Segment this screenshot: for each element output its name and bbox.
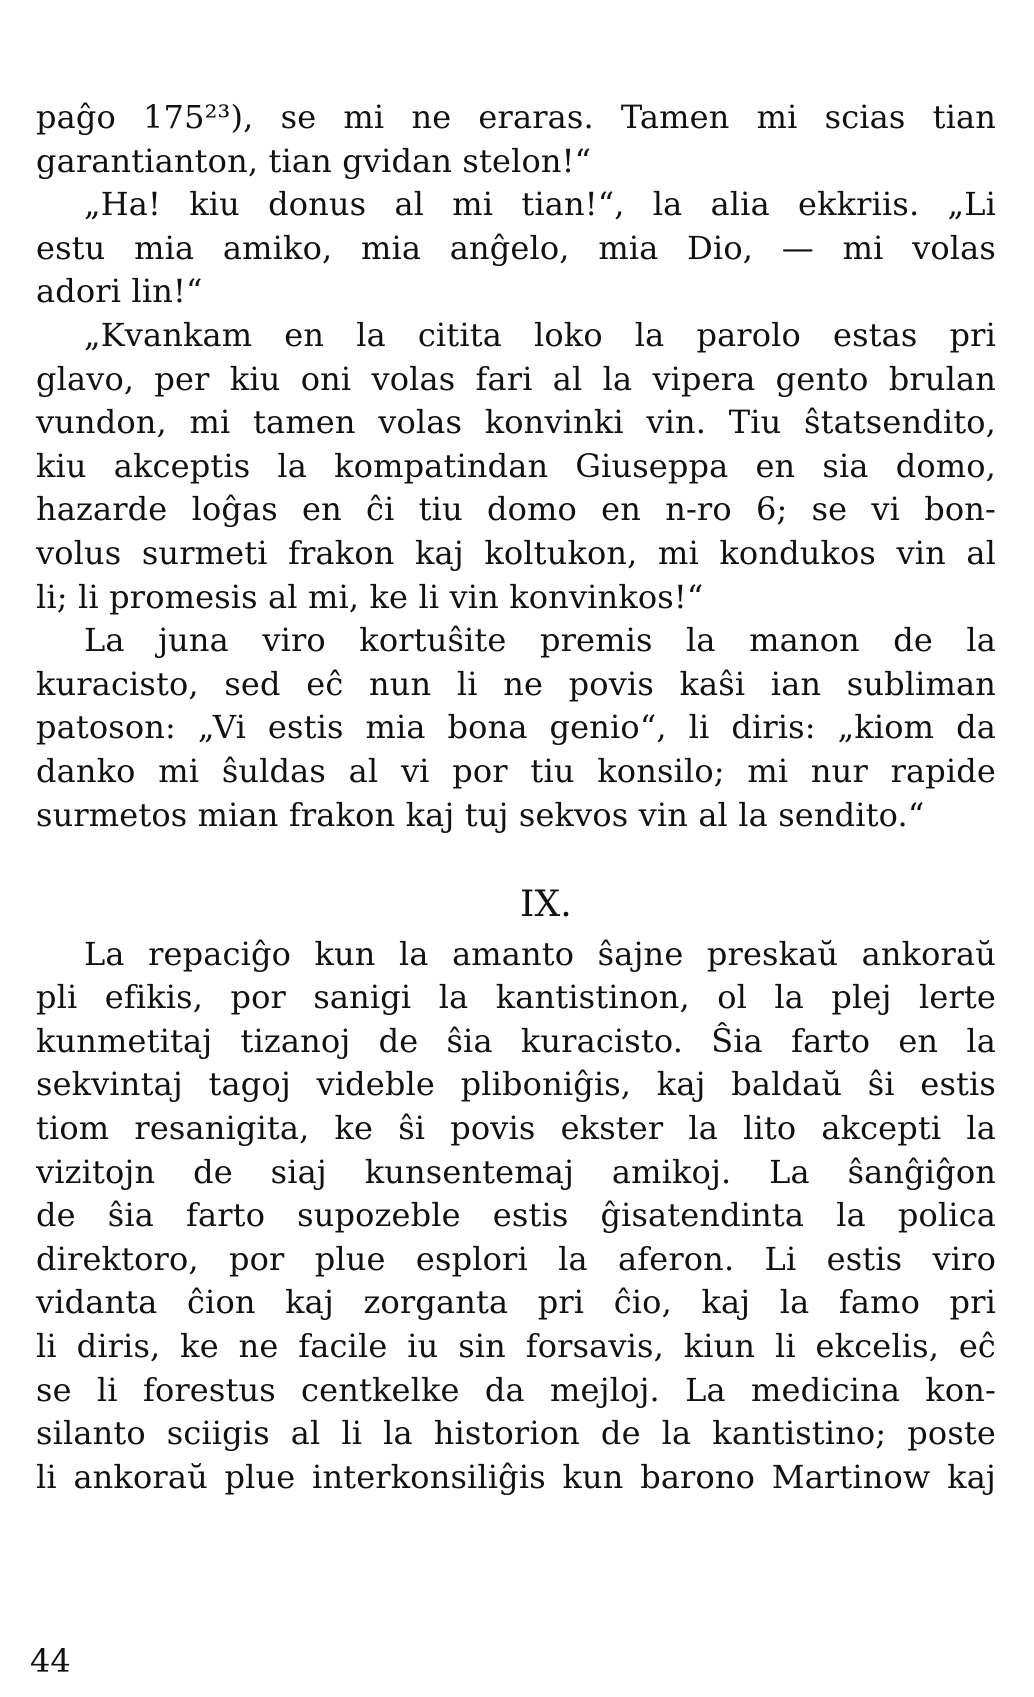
text-line: volus surmeti frakon kaj koltukon, mi kondukos vin al bbox=[36, 533, 996, 572]
text-line: La juna viro kortuŝite premis la manon de la bbox=[84, 621, 996, 660]
text-line: surmetos mian frakon kaj tuj sekvos vin al la sendito.“ bbox=[36, 795, 925, 834]
text-line: de ŝia farto supozeble estis ĝisatendinta la polica bbox=[36, 1196, 996, 1235]
paragraph bbox=[36, 96, 996, 183]
text-line: li ankoraŭ plue interkonsiliĝis kun barono Martinow kaj bbox=[36, 1457, 996, 1496]
paragraph bbox=[36, 314, 996, 619]
text-line: La repaciĝo kun la amanto ŝajne preskaŭ ankoraŭ bbox=[84, 934, 996, 973]
text-line: tiom resanigita, ke ŝi povis ekster la lito akcepti la bbox=[36, 1109, 996, 1148]
text-line: vidanta ĉion kaj zorganta pri ĉio, kaj la famo pri bbox=[36, 1283, 996, 1322]
text-line: vundon, mi tamen volas konvinki vin. Tiu ŝtatsendito, bbox=[36, 403, 996, 442]
text-line: adori lin!“ bbox=[36, 272, 203, 311]
paragraph bbox=[36, 933, 996, 1500]
page-number: 44 bbox=[30, 1642, 71, 1680]
text-line: hazarde loĝas en ĉi tiu domo en n-ro 6; se vi bon- bbox=[36, 490, 996, 529]
text-line: direktoro, por plue esplori la aferon. Li estis viro bbox=[36, 1239, 996, 1278]
text-line: „Kvankam en la citita loko la parolo estas pri bbox=[84, 315, 996, 354]
paragraph bbox=[36, 183, 996, 314]
paragraph bbox=[36, 619, 996, 837]
text-line: li diris, ke ne facile iu sin forsavis, kiun li ekcelis, eĉ bbox=[36, 1327, 996, 1366]
text-line: paĝo 175²³), se mi ne eraras. Tamen mi scias tian bbox=[36, 98, 996, 136]
text-line: vizitojn de siaj kunsentemaj amikoj. La ŝanĝiĝon bbox=[36, 1152, 996, 1191]
section-heading: IX. bbox=[520, 884, 572, 926]
text-line: se li forestus centkelke da mejloj. La medicina kon- bbox=[36, 1370, 996, 1409]
text-line: estu mia amiko, mia anĝelo, mia Dio, — mi volas bbox=[36, 228, 996, 267]
page-body bbox=[36, 96, 996, 1499]
text-line: danko mi ŝuldas al vi por tiu konsilo; mi nur rapide bbox=[36, 751, 996, 790]
text-line: glavo, per kiu oni volas fari al la vipera gento brulan bbox=[36, 359, 996, 398]
text-line: „Ha! kiu donus al mi tian!“, la alia ekkriis. „Li bbox=[84, 185, 996, 224]
text-line: pli efikis, por sanigi la kantistinon, ol la plej lerte bbox=[36, 978, 996, 1017]
text-line: kunmetitaj tizanoj de ŝia kuracisto. Ŝia farto en la bbox=[36, 1021, 996, 1060]
text-line: li; li promesis al mi, ke li vin konvinkos!“ bbox=[36, 577, 704, 616]
text-line: silanto sciigis al li la historion de la kantistino; poste bbox=[36, 1414, 996, 1453]
text-line: kiu akceptis la kompatindan Giuseppa en sia domo, bbox=[36, 446, 996, 485]
text-line: patoson: „Vi estis mia bona genio“, li diris: „kiom da bbox=[36, 708, 996, 747]
text-line: kuracisto, sed eĉ nun li ne povis kaŝi ian subliman bbox=[36, 664, 996, 703]
text-line: garantianton, tian gvidan stelon!“ bbox=[36, 141, 592, 180]
text-line: sekvintaj tagoj videble pliboniĝis, kaj baldaŭ ŝi estis bbox=[36, 1065, 996, 1104]
